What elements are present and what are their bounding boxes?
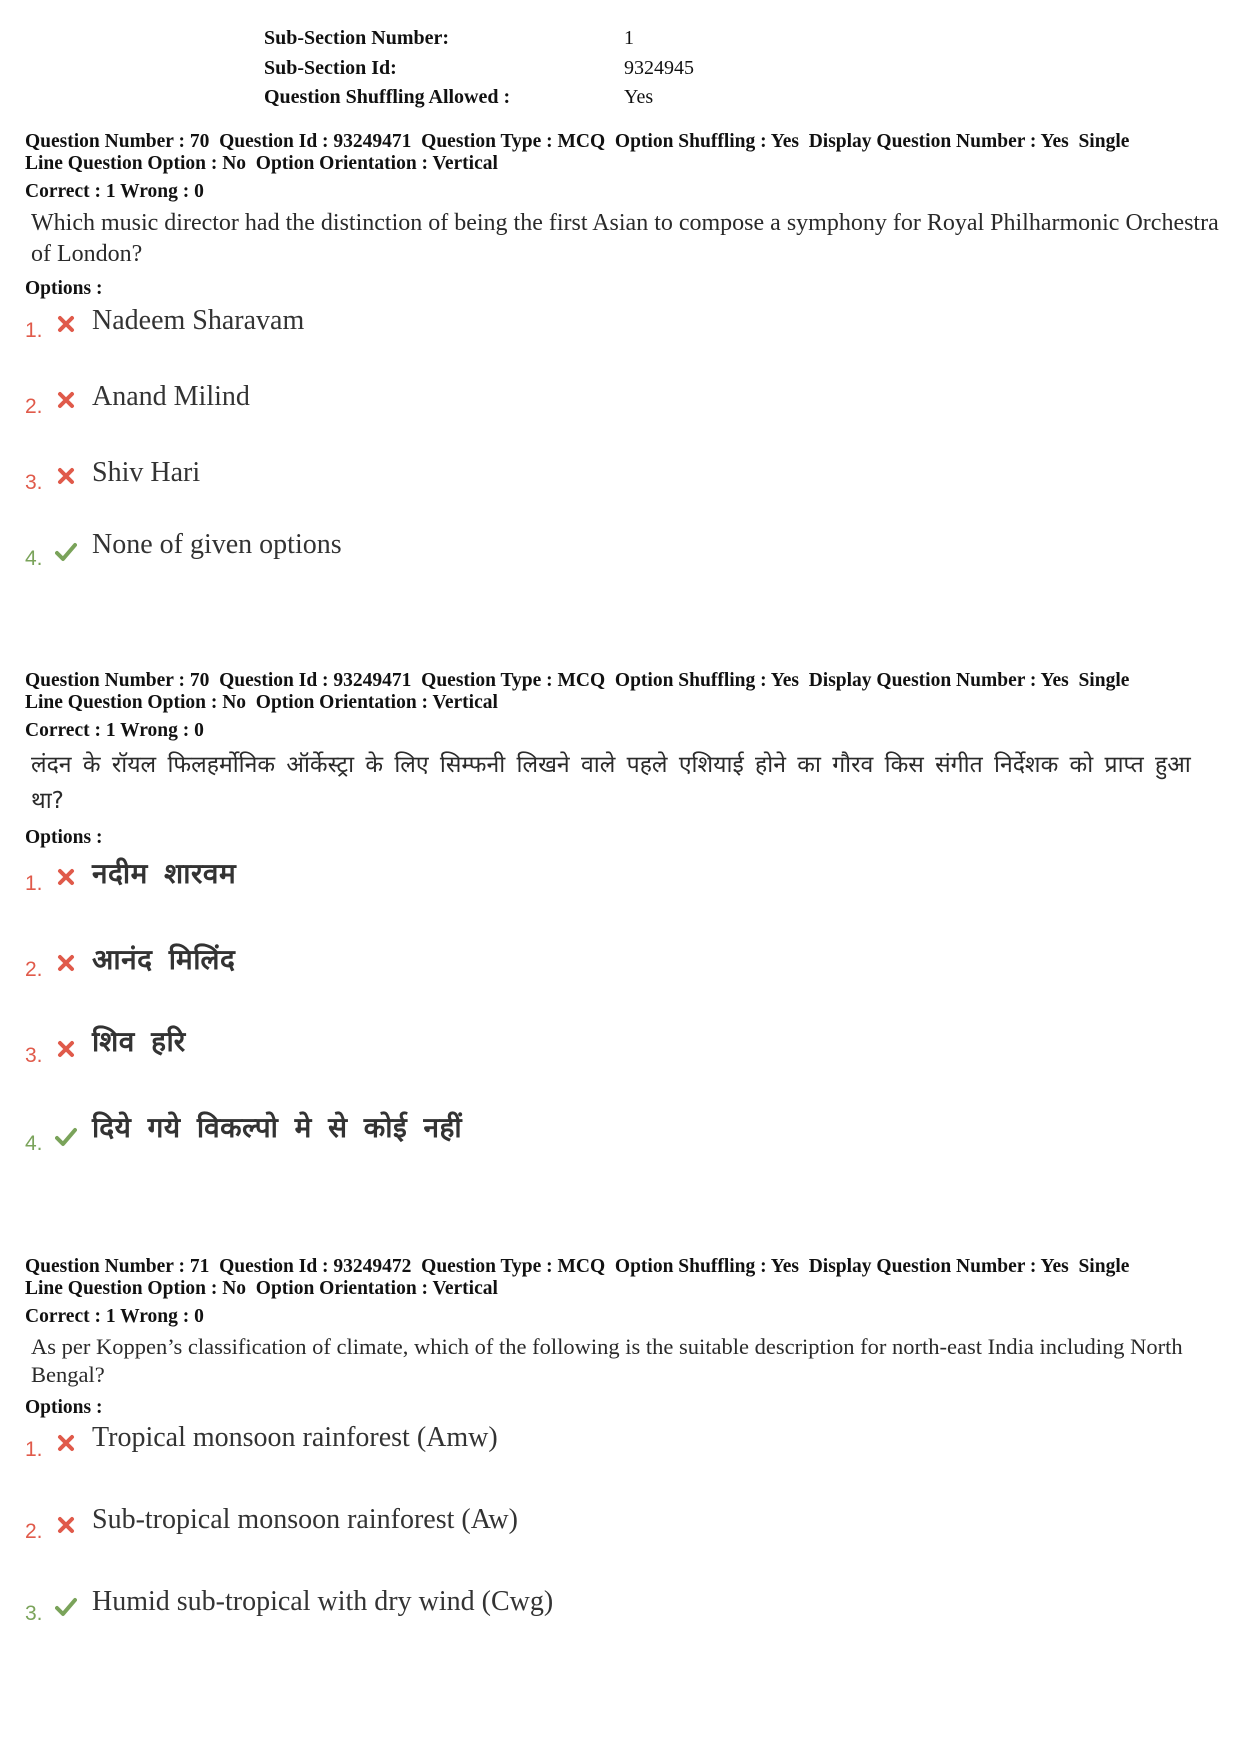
option-text: Anand Milind <box>92 381 250 412</box>
options-list <box>25 307 1220 611</box>
option-text: Sub-tropical monsoon rainforest (Aw) <box>92 1504 518 1535</box>
option-item <box>25 1025 1220 1116</box>
option-text: Shiv Hari <box>92 457 201 488</box>
options-list <box>25 858 1220 1202</box>
option-text: Tropical monsoon rainforest (Amw) <box>92 1422 498 1453</box>
option-number: 2. <box>25 1520 43 1543</box>
option-text: आनंद मिलिंद <box>92 943 236 976</box>
options-label: Options : <box>25 1397 103 1418</box>
cross-icon <box>55 1432 77 1454</box>
check-icon <box>55 1126 77 1148</box>
option-item <box>25 944 1220 1030</box>
cross-icon <box>55 313 77 335</box>
cross-icon <box>55 866 77 888</box>
option-item <box>25 1504 1220 1590</box>
option-item <box>25 858 1220 944</box>
cross-icon <box>55 952 77 974</box>
subsection-id-label: Sub-Section Id: <box>264 56 397 79</box>
cross-icon <box>55 465 77 487</box>
question-block <box>25 670 1220 1202</box>
question-block <box>25 131 1220 611</box>
option-text: शिव हरि <box>92 1025 186 1058</box>
option-item <box>25 1422 1220 1508</box>
subsection-number-label: Sub-Section Number: <box>264 27 450 49</box>
option-number: 3. <box>25 1044 43 1067</box>
question-meta <box>25 1256 1220 1299</box>
option-text: Nadeem Sharavam <box>92 305 305 336</box>
option-item <box>25 459 1220 535</box>
check-icon <box>55 541 77 563</box>
option-number: 4. <box>25 547 43 570</box>
option-number: 1. <box>25 1438 43 1461</box>
question-block <box>25 1256 1220 1672</box>
option-item <box>25 383 1220 459</box>
cross-icon <box>55 389 77 411</box>
option-item <box>25 1586 1220 1672</box>
option-number: 3. <box>25 471 43 494</box>
option-number: 2. <box>25 958 43 981</box>
option-item <box>25 1111 1220 1202</box>
option-text: None of given options <box>92 529 342 560</box>
question-shuffling-row <box>264 83 694 113</box>
option-number: 4. <box>25 1132 43 1155</box>
cross-icon <box>55 1514 77 1536</box>
question-marks: Correct : 1 Wrong : 0 <box>25 181 204 202</box>
question-meta <box>25 131 1220 174</box>
question-meta-line: Line Question Option : No Option Orientation : Vertical <box>25 691 498 713</box>
question-meta <box>25 670 1220 713</box>
option-number: 1. <box>25 872 43 895</box>
option-item <box>25 307 1220 383</box>
question-meta-line: Question Number : 71 Question Id : 93249472 Question Type : MCQ Option Shuffling : Yes Display Question Number : Yes Single <box>25 1256 1130 1277</box>
option-number: 3. <box>25 1602 43 1625</box>
question-text: लंदन के रॉयल फिलहर्मोनिक ऑर्केस्ट्रा के लिए सिम्फनी लिखने वाले पहले एशियाई होने का गौरव किस संगीत निर्देशक को प्राप्त हुआ था? <box>31 752 1191 814</box>
option-number: 1. <box>25 319 43 342</box>
option-item <box>25 529 1220 611</box>
subsection-id-row <box>264 54 694 84</box>
question-meta-line: Line Question Option : No Option Orientation : Vertical <box>25 152 498 174</box>
question-text: Which music director had the distinction of being the first Asian to compose a symphony for Royal Philharmonic Orchestra of London? <box>31 210 1219 267</box>
question-text: As per Koppen’s classification of climate, which of the following is the suitable description for north-east India including North Bengal? <box>31 1334 1183 1387</box>
options-list <box>25 1422 1220 1672</box>
question-meta-line: Question Number : 70 Question Id : 93249471 Question Type : MCQ Option Shuffling : Yes Display Question Number : Yes Single <box>25 131 1130 152</box>
question-marks: Correct : 1 Wrong : 0 <box>25 720 204 741</box>
option-text: नदीम शारवम <box>92 857 237 890</box>
option-text: Humid sub-tropical with dry wind (Cwg) <box>92 1586 554 1617</box>
subsection-number-row <box>264 24 694 54</box>
check-icon <box>55 1596 77 1618</box>
option-number: 2. <box>25 395 43 418</box>
subsection-id-value: 9324945 <box>624 56 694 79</box>
question-meta-line: Line Question Option : No Option Orientation : Vertical <box>25 1277 498 1299</box>
question-shuffling-label: Question Shuffling Allowed : <box>264 86 511 108</box>
question-shuffling-value: Yes <box>624 86 654 108</box>
question-marks: Correct : 1 Wrong : 0 <box>25 1306 204 1327</box>
subsection-info <box>264 24 694 113</box>
options-label: Options : <box>25 278 103 299</box>
cross-icon <box>55 1038 77 1060</box>
option-text: दिये गये विकल्पो मे से कोई नहीं <box>92 1111 463 1144</box>
question-meta-line: Question Number : 70 Question Id : 93249471 Question Type : MCQ Option Shuffling : Yes Display Question Number : Yes Single <box>25 670 1130 691</box>
subsection-number-value: 1 <box>624 27 634 49</box>
options-label: Options : <box>25 827 103 848</box>
